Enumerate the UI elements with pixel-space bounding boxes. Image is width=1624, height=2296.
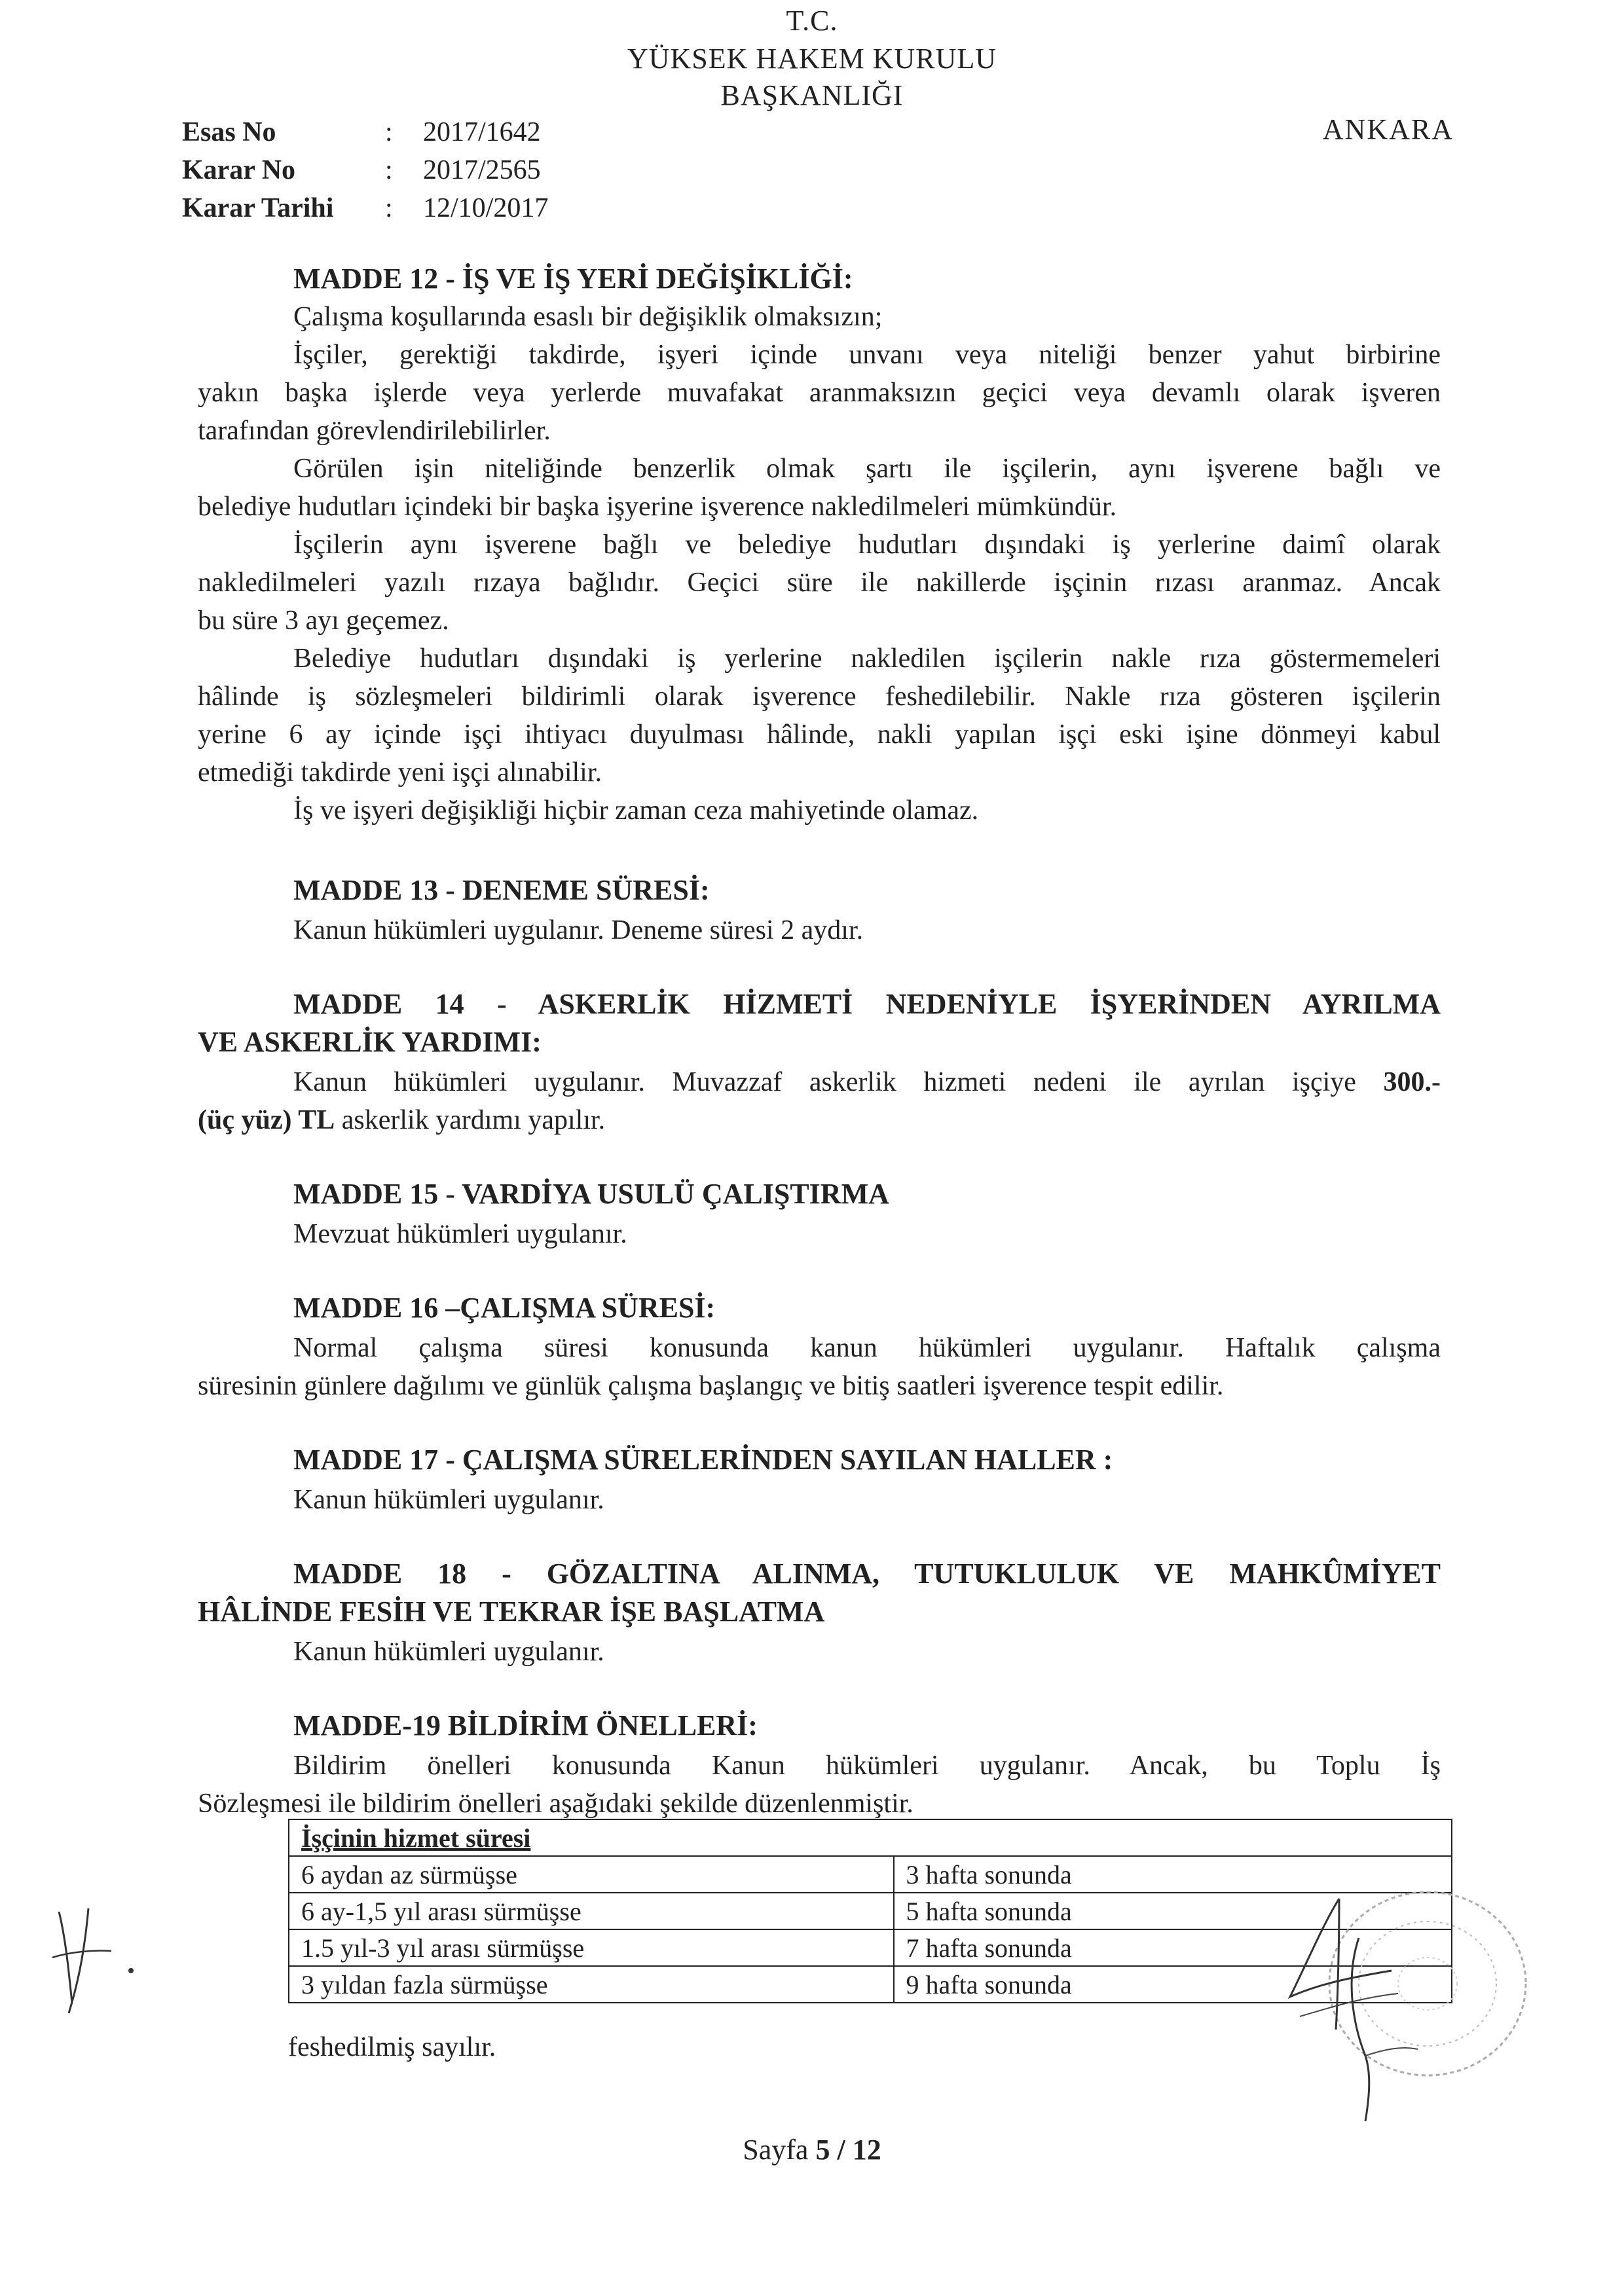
madde-19-text: Bildirim önelleri konusunda Kanun hükümleri uygulanır. Ancak, bu Toplu İş Sözleşmesi ile bildirim önelleri aşağıdaki şekilde düzenlenmiştir. [198, 1751, 1441, 1819]
header-city: ANKARA [1322, 113, 1454, 145]
madde-16-text: Normal çalışma süresi konusunda kanun hükümleri uygulanır. Haftalık çalışma süresinin günlere dağılımı ve günlük çalışma başlangıç ve bitiş saatleri işverence tespit edilir. [198, 1333, 1441, 1401]
madde-12-intro: Çalışma koşullarında esaslı bir değişiklik olmaksızın; [293, 302, 883, 332]
page-number: Sayfa 5 / 12 [743, 2134, 881, 2166]
madde-19-after-table: feshedilmiş sayılır. [288, 2032, 496, 2062]
official-stamp-and-signature [1261, 1886, 1555, 2134]
madde-17-title: MADDE 17 - ÇALIŞMA SÜRELERİNDEN SAYILAN HALLER : [293, 1444, 1113, 1476]
madde-15-title: MADDE 15 - VARDİYA USULÜ ÇALIŞTIRMA [293, 1178, 889, 1210]
madde-14-title-line-1: MADDE 14 - ASKERLİK HİZMETİ NEDENİYLE İŞYERİNDEN AYRILMA [293, 988, 1441, 1020]
table-cell-duration: 6 aydan az sürmüşse [289, 1856, 894, 1893]
table-header-row [289, 1819, 1452, 1856]
madde-18-title-line-1: MADDE 18 - GÖZALTINA ALINMA, TUTUKLULUK VE MAHKÛMİYET [293, 1558, 1441, 1590]
handwritten-initial-signature [39, 1899, 157, 2030]
table-cell-notice: 7 hafta sonunda [894, 1929, 1452, 1966]
header-institution: YÜKSEK HAKEM KURULU [627, 43, 997, 75]
table-cell-duration: 6 ay-1,5 yıl arası sürmüşse [289, 1893, 894, 1929]
table-header-cell: İşçinin hizmet süresi [289, 1819, 1452, 1856]
madde-12-paragraph-6: İş ve işyeri değişikliği hiçbir zaman ceza mahiyetinde olamaz. [293, 795, 979, 826]
madde-12-paragraph-5: Belediye hudutları dışındaki iş yerlerine nakledilen işçilerin nakle rıza göstermemeleri hâlinde iş sözleşmeleri bildirimli olarak işverence feshedilebilir. Nakle rıza gösteren işçilerin yerine 6 ay içinde işçi ihtiyacı duyulması hâlinde, nakli yapılan işçi eski işine dönmeyi kabul etmediği takdirde yeni işçi alınabilir. [198, 644, 1441, 788]
madde-12-title: MADDE 12 - İŞ VE İŞ YERİ DEĞİŞİKLİĞİ: [293, 263, 853, 295]
madde-12-paragraph-2: İşçiler, gerektiği takdirde, işyeri içinde unvanı veya niteliği benzer yahut birbirine yakın başka işlerde veya yerlerde muvafakat aranmaksızın geçici veya devamlı olarak işveren tarafından görevlendirilebilirler. [198, 340, 1441, 446]
madde-19-title: MADDE-19 BİLDİRİM ÖNELLERİ: [293, 1709, 758, 1741]
madde-13-text: Kanun hükümleri uygulanır. Deneme süresi 2 aydır. [293, 915, 864, 945]
header-department: BAŞKANLIĞI [720, 79, 904, 111]
table-cell-duration: 3 yıldan fazla sürmüşse [289, 1966, 894, 2003]
madde-14-title-line-2: VE ASKERLİK YARDIMI: [198, 1026, 542, 1058]
table-cell-notice: 3 hafta sonunda [894, 1856, 1452, 1893]
madde-18-text: Kanun hükümleri uygulanır. [293, 1637, 604, 1667]
table-cell-notice: 9 hafta sonunda [894, 1966, 1452, 2003]
madde-12-paragraph-4: İşçilerin aynı işverene bağlı ve belediye hudutları dışındaki iş yerlerine daimî olarak nakledilmeleri yazılı rızaya bağlıdır. Geçici süre ile nakillerde işçinin rızası aranmaz. Ancak bu süre 3 ayı geçemez. [198, 530, 1441, 636]
table-cell-duration: 1.5 yıl-3 yıl arası sürmüşse [289, 1929, 894, 1966]
madde-14-text: Kanun hükümleri uygulanır. Muvazzaf askerlik hizmeti nedeni ile ayrılan işçiye 300.- (üç yüz) TL askerlik yardımı yapılır. [198, 1067, 1441, 1135]
meta-karar-no: Karar No : 2017/2565 [182, 155, 541, 185]
meta-esas-no: Esas No : 2017/1642 [182, 117, 541, 147]
meta-karar-tarihi: Karar Tarihi : 12/10/2017 [182, 193, 549, 223]
header-tc: T.C. [786, 5, 838, 37]
madde-13-title: MADDE 13 - DENEME SÜRESİ: [293, 874, 710, 906]
madde-16-title: MADDE 16 –ÇALIŞMA SÜRESİ: [293, 1292, 716, 1324]
madde-12-paragraph-3: Görülen işin niteliğinde benzerlik olmak şartı ile işçilerin, aynı işverene bağlı ve belediye hudutları içindeki bir başka işyerine işverence nakledilmeleri mümkündür. [198, 454, 1441, 522]
madde-18-title-line-2: HÂLİNDE FESİH VE TEKRAR İŞE BAŞLATMA [198, 1595, 825, 1628]
table-cell-notice: 5 hafta sonunda [894, 1893, 1452, 1929]
madde-15-text: Mevzuat hükümleri uygulanır. [293, 1219, 627, 1249]
madde-17-text: Kanun hükümleri uygulanır. [293, 1485, 604, 1515]
